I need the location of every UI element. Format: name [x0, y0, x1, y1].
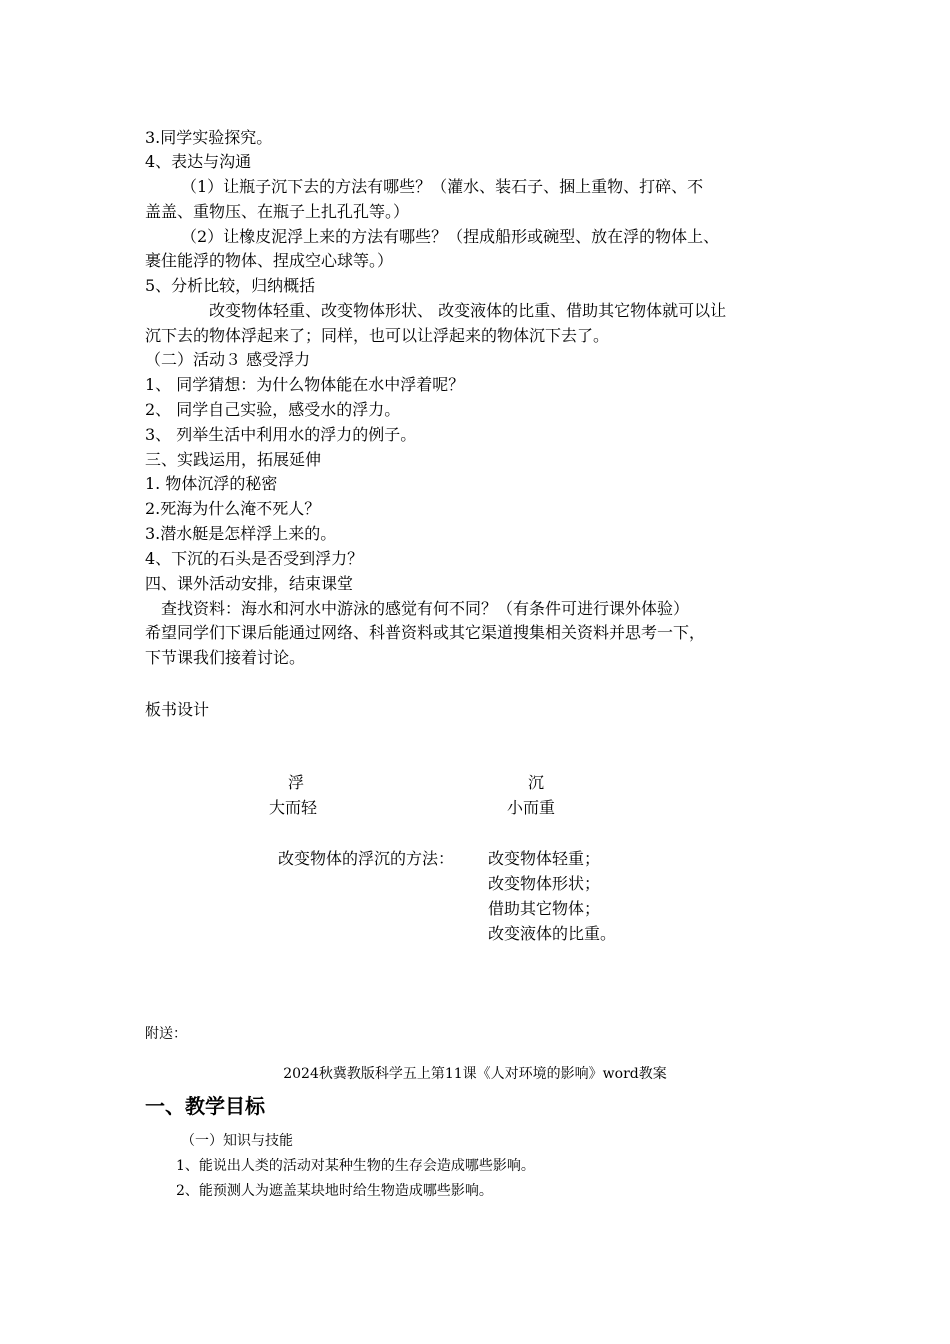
text-line: 希望同学们下课后能通过网络、科普资料或其它渠道搜集相关资料并思考一下，: [145, 623, 706, 642]
text-line: 沉下去的物体浮起来了；同样，也可以让浮起来的物体沉下去了。: [145, 326, 610, 345]
objective-item: 2、能预测人为遮盖某块地时给生物造成哪些影响。: [176, 1183, 493, 1199]
float-description: 大而轻: [269, 798, 318, 817]
section-heading: 一、教学目标: [145, 1094, 265, 1118]
text-line: 2.死海为什么淹不死人？: [145, 499, 321, 518]
text-line: 改变物体轻重、改变物体形状、 改变液体的比重、借助其它物体就可以让: [209, 301, 727, 320]
sink-label: 沉: [528, 773, 545, 792]
method-item: 改变液体的比重。: [488, 924, 617, 943]
text-line: 2、 同学自己实验，感受水的浮力。: [145, 400, 401, 419]
text-line: 5、分析比较，归纳概括: [145, 276, 316, 295]
appendix-doc-title: 2024秋冀教版科学五上第11课《人对环境的影响》word教案: [283, 1066, 667, 1082]
method-item: 借助其它物体；: [488, 899, 601, 918]
text-line: 裹住能浮的物体、捏成空心球等。）: [145, 251, 394, 270]
method-item: 改变物体轻重；: [488, 849, 601, 868]
text-line: 三、实践运用，拓展延伸: [145, 450, 322, 469]
float-label: 浮: [288, 773, 305, 792]
board-title: 板书设计: [145, 700, 210, 719]
methods-label: 改变物体的浮沉的方法：: [278, 849, 455, 868]
method-item: 改变物体形状；: [488, 874, 601, 893]
text-line: 盖盖、重物压、在瓶子上扎孔孔等。）: [145, 202, 410, 221]
text-line: （1）让瓶子沉下去的方法有哪些？（灌水、装石子、捆上重物、打碎、不: [181, 177, 704, 196]
text-line: 3、 列举生活中利用水的浮力的例子。: [145, 425, 417, 444]
text-line: 3.潜水艇是怎样浮上来的。: [145, 524, 337, 543]
text-line: 1. 物体沉浮的秘密: [145, 474, 278, 493]
text-line: 四、课外活动安排，结束课堂: [145, 574, 354, 593]
text-line: 查找资料：海水和河水中游泳的感觉有何不同？（有条件可进行课外体验）: [161, 599, 690, 618]
text-line: 下节课我们接着讨论。: [145, 648, 306, 667]
text-line: 4、表达与沟通: [145, 152, 252, 171]
subheading: （一）知识与技能: [181, 1133, 293, 1149]
sink-description: 小而重: [507, 798, 556, 817]
objective-item: 1、能说出人类的活动对某种生物的生存会造成哪些影响。: [176, 1158, 535, 1174]
text-line: 3.同学实验探究。: [145, 128, 273, 147]
text-line: 1、 同学猜想：为什么物体能在水中浮着呢？: [145, 375, 465, 394]
appendix-label: 附送：: [145, 1026, 187, 1042]
text-line: （二）活动３ 感受浮力: [145, 350, 311, 369]
text-line: 4、下沉的石头是否受到浮力？: [145, 549, 364, 568]
text-line: （2）让橡皮泥浮上来的方法有哪些？（捏成船形或碗型、放在浮的物体上、: [181, 227, 720, 246]
